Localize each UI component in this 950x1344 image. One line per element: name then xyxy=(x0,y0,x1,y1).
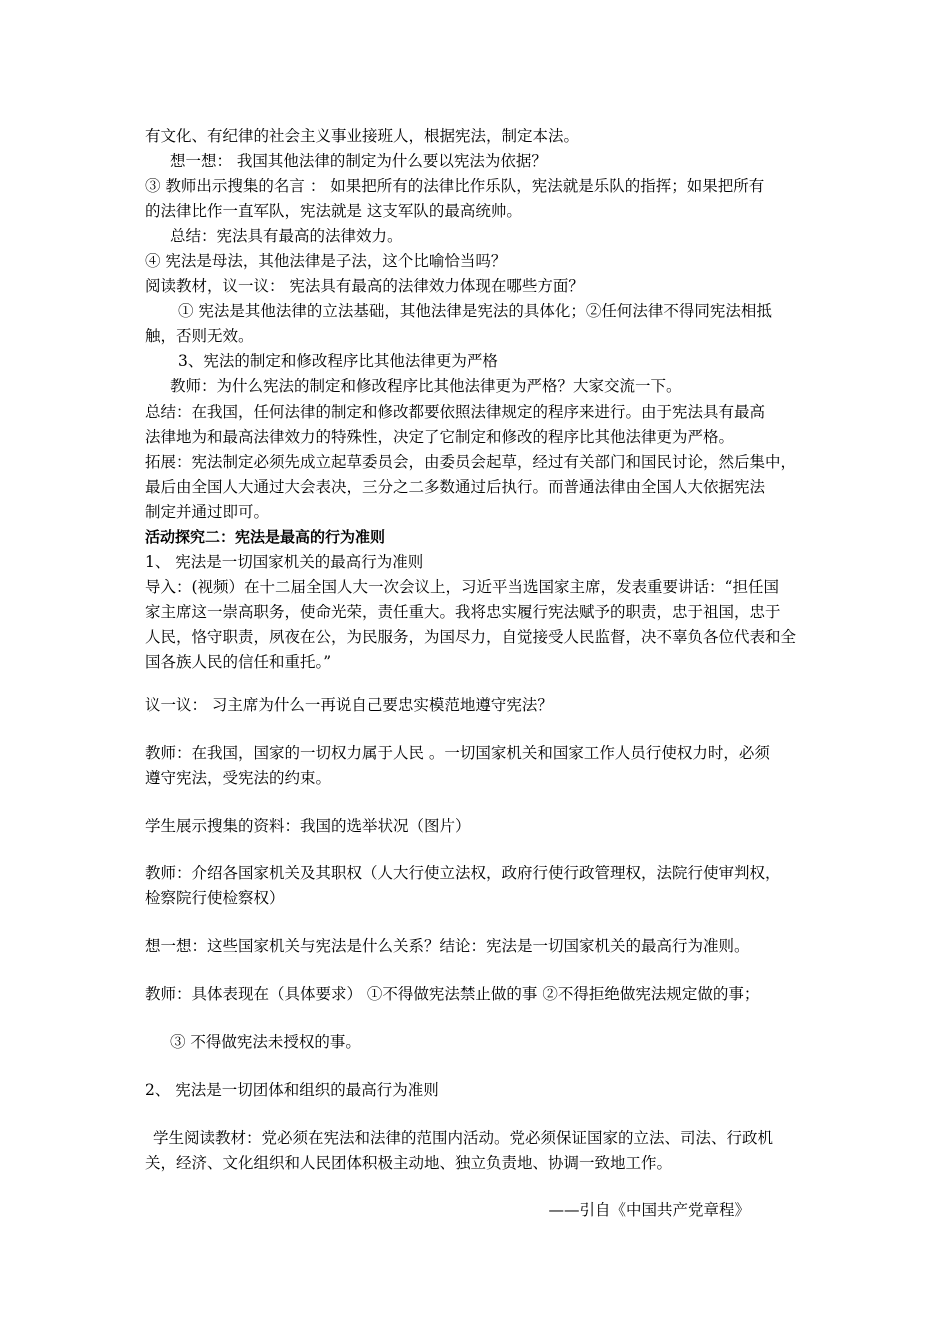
text-line: 教师：为什么宪法的制定和修改程序比其他法律更为严格？大家交流一下。 xyxy=(170,377,682,395)
text-line: ④ 宪法是母法，其他法律是子法，这个比喻恰当吗？ xyxy=(145,252,507,270)
activity-heading: 活动探究二：宪法是最高的行为准则 xyxy=(145,528,386,546)
citation: ——引自《中国共产党章程》 xyxy=(548,1201,750,1219)
text-line: 总结：宪法具有最高的法律效力。 xyxy=(170,227,403,245)
text-line: 有文化、有纪律的社会主义事业接班人，根据宪法，制定本法。 xyxy=(145,127,580,145)
text-line: 触，否则无效。 xyxy=(145,327,254,345)
text-line: 制定并通过即可。 xyxy=(145,503,270,521)
text-line: 检察院行使检察权） xyxy=(145,889,285,907)
text-line: 教师：具体表现在（具体要求） ①不得做宪法禁止做的事 ②不得拒绝做宪法规定做的事； xyxy=(145,985,760,1003)
text-line: 教师：介绍各国家机关及其职权（人大行使立法权，政府行使行政管理权，法院行使审判权， xyxy=(145,864,781,882)
section-heading: 3、宪法的制定和修改程序比其他法律更为严格 xyxy=(178,352,498,370)
section-heading: 2、 宪法是一切团体和组织的最高行为准则 xyxy=(145,1081,439,1099)
text-line: ③ 教师出示搜集的名言 ： 如果把所有的法律比作乐队，宪法就是乐队的指挥；如果把所有 xyxy=(145,177,765,195)
text-line: 想一想： 我国其他法律的制定为什么要以宪法为依据？ xyxy=(170,152,547,170)
text-line: ③ 不得做宪法未授权的事。 xyxy=(170,1033,361,1051)
text-line: 学生阅读教材：党必须在宪法和法律的范围内活动。党必须保证国家的立法、司法、行政机 xyxy=(153,1129,774,1147)
text-line: 家主席这一崇高职务，使命光荣，责任重大。我将忠实履行宪法赋予的职责，忠于祖国，忠于 xyxy=(145,603,781,621)
text-line: 导入：(视频）在十二届全国人大一次会议上，习近平当选国家主席，发表重要讲话：“担任国 xyxy=(145,578,779,596)
text-line: 国各族人民的信任和重托。” xyxy=(145,653,332,671)
text-line: 阅读教材，议一议： 宪法具有最高的法律效力体现在哪些方面？ xyxy=(145,277,584,295)
section-heading: 1、 宪法是一切国家机关的最高行为准则 xyxy=(145,553,424,571)
text-line: 法律地为和最高法律效力的特殊性，决定了它制定和修改的程序比其他法律更为严格。 xyxy=(145,428,735,446)
text-line: 总结：在我国，任何法律的制定和修改都要依照法律规定的程序来进行。由于宪法具有最高 xyxy=(145,403,766,421)
text-line: 关，经济、文化组织和人民团体积极主动地、独立负责地、协调一致地工作。 xyxy=(145,1154,673,1172)
text-line: 想一想：这些国家机关与宪法是什么关系？结论：宪法是一切国家机关的最高行为准则。 xyxy=(145,937,750,955)
text-line: 遵守宪法，受宪法的约束。 xyxy=(145,769,332,787)
text-line: 最后由全国人大通过大会表决，三分之二多数通过后执行。而普通法律由全国人大依据宪法 xyxy=(145,478,766,496)
text-line: 人民，恪守职责，夙夜在公，为民服务，为国尽力，自觉接受人民监督，决不辜负各位代表和全 xyxy=(145,628,797,646)
text-line: ① 宪法是其他法律的立法基础，其他法律是宪法的具体化；②任何法律不得同宪法相抵 xyxy=(178,302,772,320)
text-line: 教师：在我国，国家的一切权力属于人民 。一切国家机关和国家工作人员行使权力时，必须 xyxy=(145,744,770,762)
text-line: 的法律比作一直军队，宪法就是 这支军队的最高统帅。 xyxy=(145,202,522,220)
text-line: 拓展：宪法制定必须先成立起草委员会，由委员会起草，经过有关部门和国民讨论，然后集中， xyxy=(145,453,797,471)
text-line: 学生展示搜集的资料：我国的选举状况（图片） xyxy=(145,817,471,835)
text-line: 议一议： 习主席为什么一再说自己要忠实模范地遵守宪法？ xyxy=(145,696,553,714)
